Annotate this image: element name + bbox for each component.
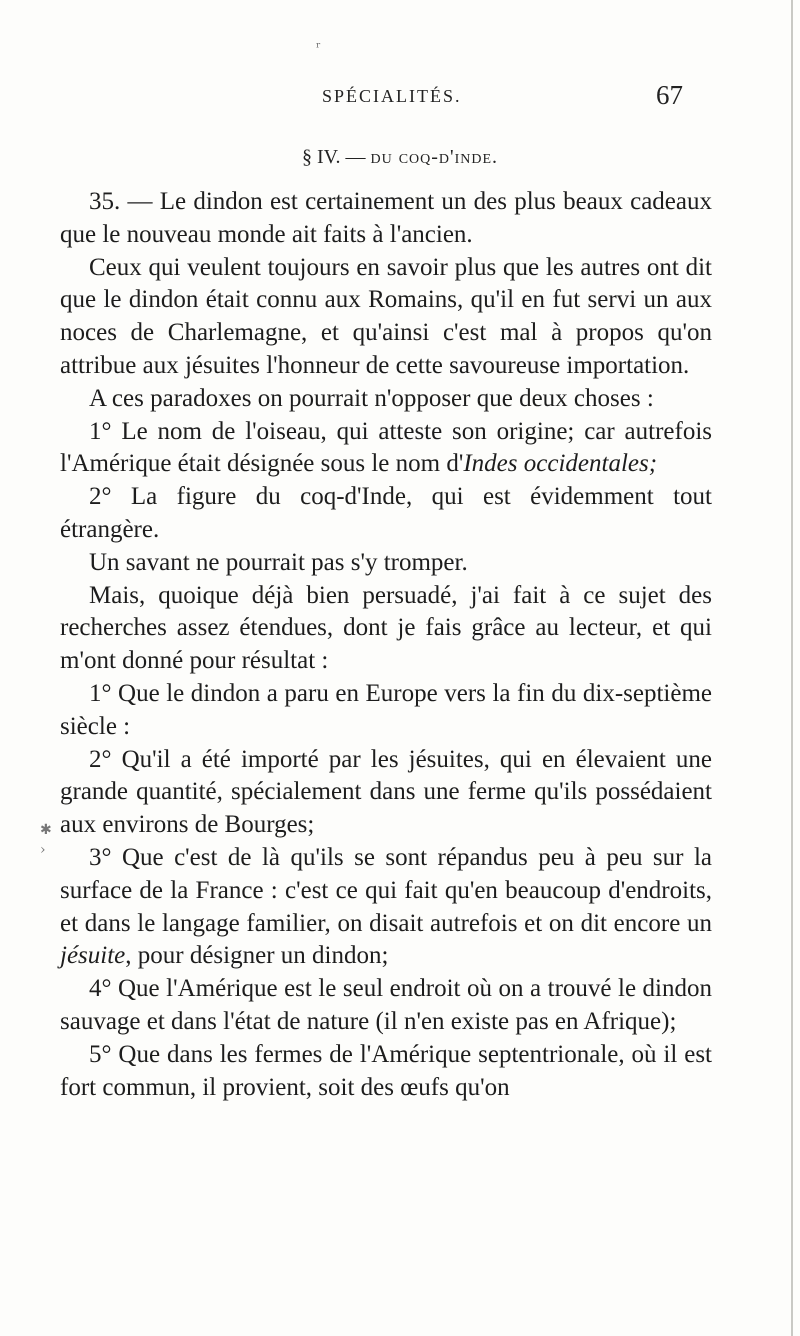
paragraph-text: 5° Que dans les fermes de l'Amérique septentrionale, où il est fort commun, il provient, soit des œufs qu'on xyxy=(60,1040,712,1101)
paragraph-text: Un savant ne pourrait pas s'y tromper. xyxy=(89,548,468,576)
paragraph-text: 4° Que l'Amérique est le seul endroit où on a trouvé le dindon sauvage et dans l'état de nature (il n'en existe pas en Afrique); xyxy=(60,975,712,1035)
paragraph-text: 1° Le nom de l'oiseau, qui atteste son origine; car autrefois l'Amérique était désignée sous le nom d' xyxy=(60,417,712,478)
paragraph xyxy=(60,383,712,416)
margin-dot-icon: › xyxy=(40,842,46,858)
paragraph xyxy=(60,416,712,482)
paragraph-text: A ces paradoxes on pourrait n'opposer que deux choses : xyxy=(89,384,654,412)
stray-mark-icon: ʳ xyxy=(316,40,321,56)
section-heading-title: du coq-d'inde. xyxy=(370,146,499,168)
paragraph-text: 2° La figure du coq-d'Inde, qui est évidemment tout étrangère. xyxy=(60,483,712,543)
page-number: 67 xyxy=(656,80,683,110)
paragraph-italic-text: jésuite xyxy=(60,942,126,970)
paragraph xyxy=(60,481,712,547)
section-heading-prefix: § IV. — xyxy=(301,146,366,168)
paragraph-text: , pour désigner un dindon; xyxy=(125,942,389,970)
paragraph xyxy=(60,186,712,252)
paragraph-text: Ceux qui veulent toujours en savoir plus que les autres ont dit que le dindon était connu aux Romains, qu'il en fut servi un aux noces de Charlemagne, et qu'ainsi c'est mal à propos qu'on attribue aux jésuites l'honneur de cette savoureuse importation. xyxy=(60,253,712,379)
body-text xyxy=(60,186,712,1104)
running-title: SPÉCIALITÉS. xyxy=(322,86,462,106)
paragraph xyxy=(60,580,712,678)
margin-star-icon: ✱ xyxy=(40,822,52,838)
paragraph xyxy=(60,678,712,744)
paragraph xyxy=(60,547,712,580)
paragraph-text: 3° Que c'est de là qu'ils se sont répandus peu à peu sur la surface de la France : c'est ce qui fait qu'en beaucoup d'endroits, et dans le langage familier, on disait autrefois et on dit encore un xyxy=(60,843,712,937)
paragraph xyxy=(60,1039,712,1105)
page-edge-divider xyxy=(791,0,793,1336)
section-heading xyxy=(0,146,800,169)
paragraph xyxy=(60,744,712,842)
paragraph-text: 2° Qu'il a été importé par les jésuites, qui en élevaient une grande quantité, spécialement dans une ferme qu'ils possédaient aux environs de Bourges; xyxy=(60,745,712,839)
paragraph-italic-text: Indes occidentales; xyxy=(463,450,658,478)
margin-marks xyxy=(40,820,52,860)
paragraph-text: Mais, quoique déjà bien persuadé, j'ai fait à ce sujet des recherches assez étendues, dont je fais grâce au lecteur, et qui m'ont donné pour résultat : xyxy=(60,581,712,675)
paragraph-text: 35. — Le dindon est certainement un des plus beaux cadeaux que le nouveau monde ait faits à l'ancien. xyxy=(60,188,712,248)
paragraph xyxy=(60,973,712,1039)
paragraph xyxy=(60,842,712,973)
paragraph xyxy=(60,252,712,383)
paragraph-text: 1° Que le dindon a paru en Europe vers la fin du dix-septième siècle : xyxy=(60,679,712,740)
